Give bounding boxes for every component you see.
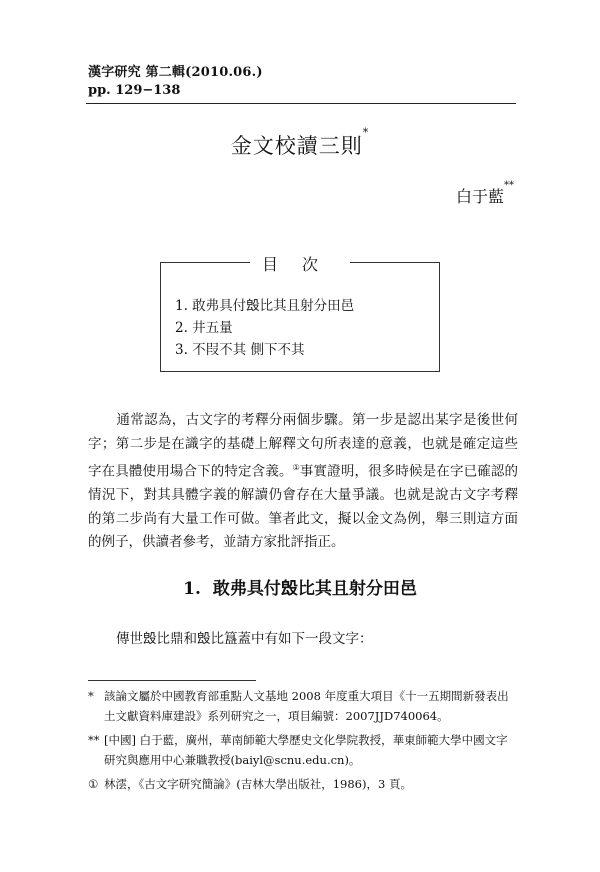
- footnote-divider: [88, 680, 256, 681]
- intro-paragraph: [88, 409, 518, 555]
- toc-title: 目次: [250, 255, 350, 274]
- toc-item: 1. 敢弗具付𣪕比其且射分田邑: [175, 298, 355, 314]
- footnote: [88, 730, 518, 770]
- footnote-mark: ①: [88, 777, 99, 791]
- article-author: [455, 180, 514, 207]
- running-header: [88, 64, 518, 100]
- section-paragraph: [88, 628, 518, 652]
- section-title: 敢弗具付𣪕比其且射分田邑: [212, 579, 417, 599]
- toc-item: 3. 不叚不其 側下不其: [175, 342, 305, 358]
- section-number: 1.: [183, 579, 201, 599]
- intro-text-cont: 事實證明，很多時候是在字已確認的情況下，對其具體字義的解讀仍會存在大量爭議。也就是說古文字考釋的第二步尚有大量工作可做。筆者此文，擬以金文為例，舉三則這方面的例子，供讀者參考，並請方家批評指正。: [88, 463, 519, 550]
- author-footnote-mark: **: [504, 180, 514, 191]
- footnote-text: [中國] 白于藍，廣州，華南師範大學歷史文化學院教授，華東師範大學中國文字研究與應用中心兼職教授(baiyl@scnu.edu.cn)。: [104, 733, 508, 767]
- intro-footnote-ref: ①: [292, 463, 300, 472]
- author-name: 白于藍: [455, 187, 504, 206]
- title-footnote-mark: *: [362, 126, 370, 139]
- toc-list: [175, 295, 354, 361]
- footnotes: [88, 686, 518, 794]
- footnote-mark: **: [88, 733, 100, 747]
- journal-info: 漢字研究 第二輯(2010.06.): [88, 65, 263, 80]
- footnote-text: 林澐，《古文字研究簡論》(吉林大學出版社，1986)，3 頁。: [104, 777, 412, 791]
- section-text: 傳世𣪕比鼎和𣪕比簋蓋中有如下一段文字：: [116, 631, 373, 647]
- intro-text: 通常認為，古文字的考釋分兩個步驟。第一步是認出某字是後世何字；第二步是在識字的基礎上解釋文句所表達的意義，也就是確定這些字在具體使用場合下的特定含義。: [88, 412, 518, 480]
- header-divider: [86, 103, 516, 104]
- article-title-text: 金文校讀三則: [230, 134, 363, 158]
- footnote: [88, 686, 518, 726]
- footnote-mark: *: [88, 689, 94, 703]
- table-of-contents: [160, 255, 440, 372]
- article-title: [0, 126, 600, 160]
- toc-item: 2. 井五量: [175, 320, 233, 336]
- page-range: pp. 129−138: [88, 83, 181, 98]
- section-heading: [0, 574, 600, 599]
- footnote: [88, 774, 518, 794]
- footnote-text: 該論文屬於中國教育部重點人文基地 2008 年度重大項目《十一五期間新發表出土文獻資料庫建設》系列研究之一，項目編號：2007JJD740064。: [104, 689, 509, 723]
